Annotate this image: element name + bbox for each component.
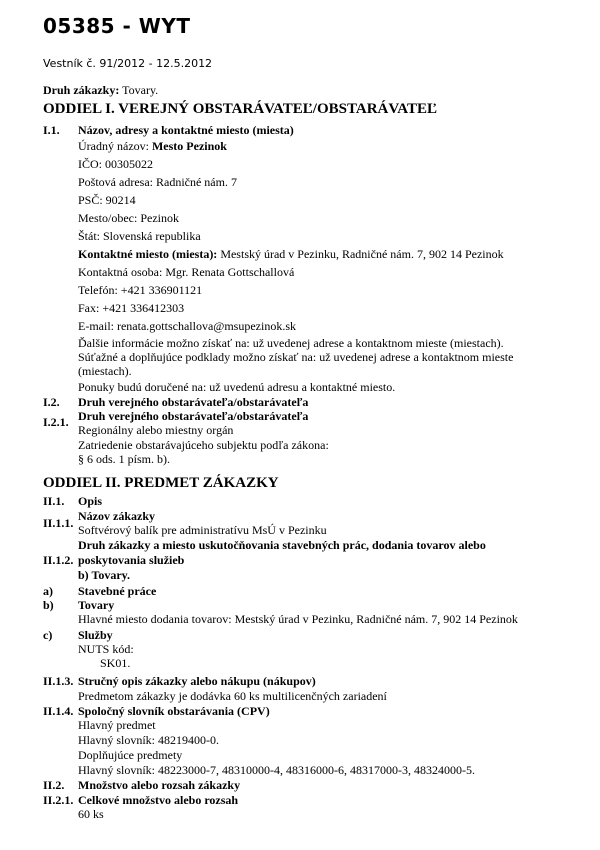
mnozstvo-value: 60 ks (78, 807, 104, 821)
stat-line: Štát: Slovenská republika (78, 229, 201, 243)
ii12-number: II.1.2. (43, 553, 74, 567)
nuts-value: SK01. (100, 656, 131, 670)
mesto-line: Mesto/obec: Pezinok (78, 211, 179, 225)
ii14-title: Spoločný slovník obstarávania (CPV) (78, 704, 270, 718)
hlavny-slovnik: Hlavný slovník: 48219400-0. (78, 733, 219, 747)
section-1-heading: ODDIEL I. VEREJNÝ OBSTARÁVATEĽ/OBSTARÁVATEĽ (43, 101, 437, 117)
dalsie-informacie: Ďalšie informácie možno získať na: už uvedenej adrese a kontaktnom mieste (miestach). (78, 336, 504, 350)
i1-title: Názov, adresy a kontaktné miesto (miesta) (78, 123, 294, 137)
uradny-label: Úradný názov: (78, 139, 152, 153)
email-line: E-mail: renata.gottschallova@msupezinok.sk (78, 319, 296, 333)
stavebne-prace: Stavebné práce (78, 584, 157, 598)
regionalny-organ: Regionálny alebo miestny orgán (78, 423, 234, 437)
section-2-heading: ODDIEL II. PREDMET ZÁKAZKY (43, 475, 279, 491)
ii12-title-line-1: Druh zákazky a miesto uskutočňovania stavebných prác, dodania tovarov alebo (78, 538, 486, 552)
c-marker: c) (43, 628, 53, 642)
uradny-nazov (78, 139, 227, 153)
sutazne-podklady-1: Súťažné a doplňujúce podklady možno získať na: už uvedenej adrese a kontaktnom mieste (78, 350, 514, 364)
kontakt-label: Kontaktné miesto (miesta): (78, 247, 218, 261)
vestnik-line: Vestník č. 91/2012 - 12.5.2012 (43, 57, 213, 70)
nuts-label: NUTS kód: (78, 642, 134, 656)
druh-label: Druh zákazky: (43, 83, 120, 97)
predmetom-zakazky: Predmetom zákazky je dodávka 60 ks multilicenčných zariadení (78, 689, 387, 703)
ii1-title: Opis (78, 494, 103, 508)
hlavny-slovnik-doplnujuce: Hlavný slovník: 48223000-7, 48310000-4, 48316000-6, 48317000-3, 48324000-5. (78, 763, 475, 777)
paragraf-line: § 6 ods. 1 písm. b). (78, 452, 171, 466)
ii2-number: II.2. (43, 778, 65, 792)
kontakt-value: Mestský úrad v Pezinku, Radničné nám. 7, 902 14 Pezinok (217, 247, 504, 261)
doplnujuce-predmety: Doplňujúce predmety (78, 748, 183, 762)
ii14-number: II.1.4. (43, 704, 74, 718)
hlavny-predmet: Hlavný predmet (78, 718, 156, 732)
druh-value: Tovary. (119, 83, 159, 97)
telefon-line: Telefón: +421 336901121 (78, 283, 203, 297)
nazov-zakazky-value: Softvérový balík pre administratívu MsÚ v Pezinku (78, 523, 327, 537)
hlavne-miesto-dodania: Hlavné miesto dodania tovarov: Mestský úrad v Pezinku, Radničné nám. 7, 902 14 Pezinok (78, 612, 518, 626)
uradny-value: Mesto Pezinok (151, 139, 227, 153)
ii21-number: II.2.1. (43, 793, 74, 807)
fax-line: Fax: +421 336412303 (78, 301, 185, 315)
kontaktne-miesto (78, 247, 504, 261)
i21-title: Druh verejného obstarávateľa/obstarávateľa (78, 409, 309, 423)
ii11-number: II.1.1. (43, 516, 74, 530)
kontaktna-osoba: Kontaktná osoba: Mgr. Renata Gottschallová (78, 265, 295, 279)
i2-number: I.2. (43, 395, 60, 409)
document-title: 05385 - WYT (43, 14, 191, 38)
zatriedenie-line: Zatriedenie obstarávajúceho subjektu podľa zákona: (78, 438, 329, 452)
ponuky-line: Ponuky budú doručené na: už uvedenú adresu a kontaktné miesto. (78, 380, 396, 394)
tovary-b: b) Tovary. (78, 568, 131, 582)
ii13-number: II.1.3. (43, 674, 74, 688)
ico-line: IČO: 00305022 (78, 157, 153, 171)
postova-adresa: Poštová adresa: Radničné nám. 7 (78, 175, 237, 189)
tovary-item: Tovary (78, 598, 115, 612)
sluzby-item: Služby (78, 628, 113, 642)
ii2-title: Množstvo alebo rozsah zákazky (78, 778, 241, 792)
psc-line: PSČ: 90214 (78, 193, 136, 207)
sutazne-podklady-2: (miestach). (78, 364, 132, 378)
a-marker: a) (43, 584, 53, 598)
b-marker: b) (43, 598, 54, 612)
ii13-title: Stručný opis zákazky alebo nákupu (nákupov) (78, 674, 316, 688)
ii21-title: Celkové množstvo alebo rozsah (78, 793, 239, 807)
druh-zakazky (43, 83, 158, 97)
i2-title: Druh verejného obstarávateľa/obstarávateľa (78, 395, 309, 409)
ii1-number: II.1. (43, 494, 65, 508)
ii11-title: Názov zákazky (78, 509, 155, 523)
i1-number: I.1. (43, 123, 60, 137)
i21-number: I.2.1. (43, 415, 69, 429)
ii12-title-line-2: poskytovania služieb (78, 553, 185, 567)
